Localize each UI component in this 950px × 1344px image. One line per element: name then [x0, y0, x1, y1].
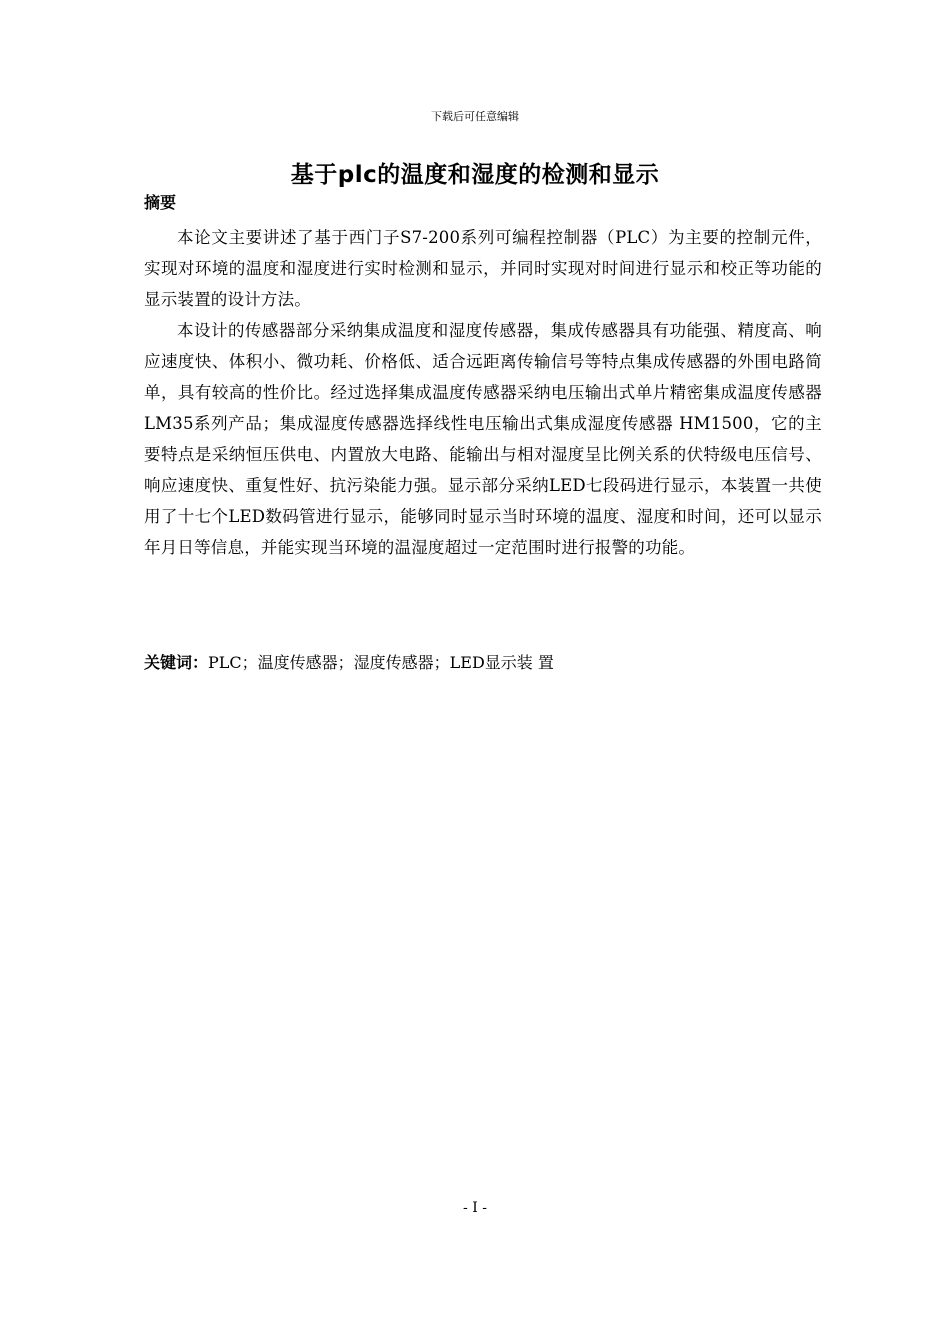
keywords	[144, 650, 822, 676]
document-title: 基于plc的温度和湿度的检测和显示	[290, 162, 660, 188]
abstract-paragraph-1: 本论文主要讲述了基于西门子S7-200系列可编程控制器（PLC）为主要的控制元件，实现对环境的温度和湿度进行实时检测和显示，并同时实现对时间进行显示和校正等功能的显示装置的设计方法。	[144, 228, 822, 309]
abstract-heading: 摘要	[144, 193, 177, 212]
keywords-text: PLC；温度传感器；湿度传感器；LED显示装 置	[208, 653, 554, 672]
page-number: - I -	[463, 1200, 487, 1216]
header-note: 下载后可任意编辑	[431, 110, 519, 123]
abstract-body	[144, 222, 822, 563]
abstract-paragraph-2: 本设计的传感器部分采纳集成温度和湿度传感器，集成传感器具有功能强、精度高、响应速度快、体积小、微功耗、价格低、适合远距离传输信号等特点集成传感器的外围电路简单，具有较高的性价比。经过选择集成温度传感器采纳电压输出式单片精密集成温度传感器LM35系列产品；集成湿度传感器选择线性电压输出式集成湿度传感器 HM1500，它的主要特点是采纳恒压供电、内置放大电路、能输出与相对湿度呈比例关系的伏特级电压信号、响应速度快、重复性好、抗污染能力强。显示部分采纳LED七段码进行显示，本装置一共使用了十七个LED数码管进行显示，能够同时显示当时环境的温度、湿度和时间，还可以显示年月日等信息，并能实现当环境的温湿度超过一定范围时进行报警的功能。	[144, 321, 822, 557]
keywords-label: 关键词：	[144, 653, 209, 672]
